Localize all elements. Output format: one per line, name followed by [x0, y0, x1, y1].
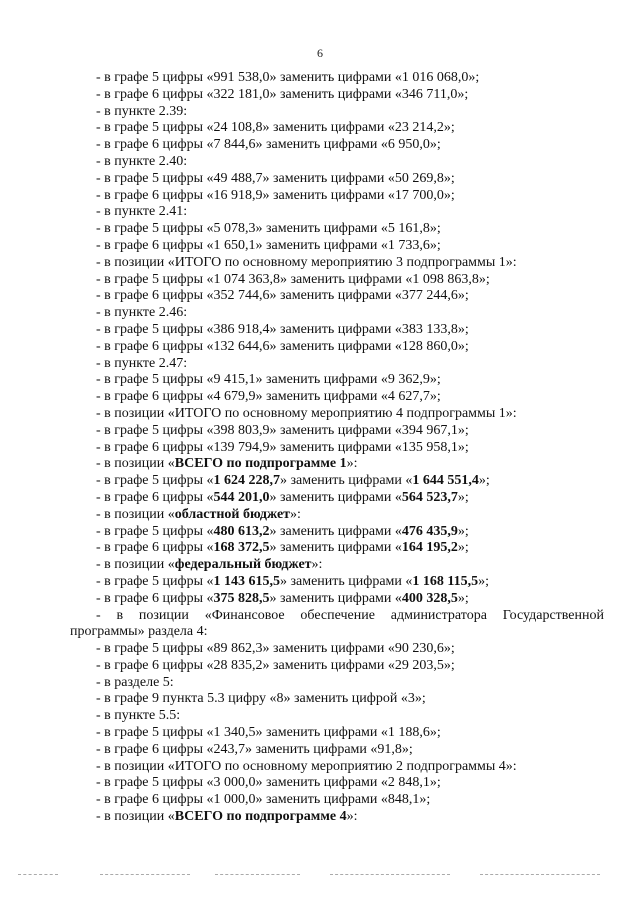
- text-line: [0, 524, 640, 541]
- bold-text: 400 328,5: [401, 590, 458, 606]
- text-run: »;: [457, 540, 469, 556]
- text-run: - в графе 5 цифры «: [96, 573, 214, 589]
- text-run: - в графе 6 цифры «: [96, 540, 214, 556]
- text-run: - в позиции «: [96, 557, 175, 573]
- text-line: [0, 440, 640, 457]
- text-run: »:: [346, 809, 358, 825]
- document-body: [0, 70, 640, 826]
- text-line: [0, 154, 640, 171]
- text-line: [0, 742, 640, 759]
- text-line: [0, 171, 640, 188]
- text-run: - в пункте 2.39:: [96, 103, 188, 119]
- text-run: - в графе 6 цифры «7 844,6» заменить цифрами «6 950,0»;: [96, 137, 441, 153]
- text-run: - в графе 6 цифры «: [96, 489, 214, 505]
- text-run: - в графе 5 цифры «1 074 363,8» заменить цифрами «1 098 863,8»;: [96, 271, 490, 287]
- text-run: »;: [478, 473, 490, 489]
- text-line: [0, 641, 640, 658]
- text-run: - в пункте 5.5:: [96, 708, 181, 724]
- text-line: [0, 608, 640, 625]
- bold-text: федеральный бюджет: [174, 557, 312, 573]
- text-run: - в графе 5 цифры «398 803,9» заменить цифрами «394 967,1»;: [96, 422, 469, 438]
- bold-text: 1 168 115,5: [412, 573, 479, 589]
- page-number: 6: [317, 46, 323, 60]
- text-run: » заменить цифрами «: [269, 590, 402, 606]
- bold-text: 480 613,2: [213, 523, 270, 539]
- text-run: - в графе 6 цифры «: [96, 590, 214, 606]
- text-run: »;: [457, 523, 469, 539]
- text-line: [0, 490, 640, 507]
- text-line: [0, 759, 640, 776]
- bold-text: 1 624 228,7: [213, 473, 280, 489]
- text-line: [0, 188, 640, 205]
- text-run: - в графе 6 цифры «28 835,2» заменить цифрами «29 203,5»;: [96, 657, 455, 673]
- text-line: [0, 272, 640, 289]
- text-run: - в позиции «ИТОГО по основному мероприятию 4 подпрограммы 1»:: [96, 405, 517, 421]
- text-run: - в графе 6 цифры «352 744,6» заменить цифрами «377 244,6»;: [96, 288, 469, 304]
- bold-text: ВСЕГО по подпрограмме 4: [174, 809, 347, 825]
- text-run: »;: [457, 489, 469, 505]
- text-line: [0, 725, 640, 742]
- text-line: [0, 708, 640, 725]
- text-run: - в графе 6 цифры «139 794,9» заменить цифрами «135 958,1»;: [96, 439, 469, 455]
- text-run: »:: [290, 506, 301, 522]
- text-run: - в графе 6 цифры «4 679,9» заменить цифрами «4 627,7»;: [96, 389, 441, 405]
- text-run: »;: [478, 573, 490, 589]
- text-line: [0, 691, 640, 708]
- text-line: [0, 339, 640, 356]
- text-run: - в графе 6 цифры «132 644,6» заменить цифрами «128 860,0»;: [96, 338, 469, 354]
- text-line: [0, 288, 640, 305]
- text-line: [0, 137, 640, 154]
- text-line: [0, 624, 640, 641]
- text-line: [0, 87, 640, 104]
- text-line: [0, 775, 640, 792]
- bold-text: ВСЕГО по подпрограмме 1: [174, 456, 347, 472]
- text-run: »;: [457, 590, 469, 606]
- text-run: - в позиции «: [96, 456, 175, 472]
- text-line: [0, 423, 640, 440]
- bold-text: 1 143 615,5: [213, 573, 280, 589]
- text-run: » заменить цифрами «: [279, 473, 413, 489]
- text-run: - в графе 5 цифры «991 538,0» заменить цифрами «1 016 068,0»;: [96, 70, 480, 85]
- text-line: [0, 255, 640, 272]
- text-line: [0, 372, 640, 389]
- bold-text: 564 523,7: [401, 489, 458, 505]
- text-line: [0, 221, 640, 238]
- text-run: - в пункте 2.41:: [96, 204, 188, 220]
- text-line: [0, 406, 640, 423]
- text-run: »:: [346, 456, 358, 472]
- text-run: - в графе 5 цифры «386 918,4» заменить цифрами «383 133,8»;: [96, 321, 469, 337]
- text-run: » заменить цифрами «: [269, 540, 402, 556]
- text-run: - в графе 6 цифры «1 650,1» заменить цифрами «1 733,6»;: [96, 237, 441, 253]
- text-line: [0, 104, 640, 121]
- text-run: программы» раздела 4:: [70, 624, 208, 640]
- text-run: - в позиции «: [96, 809, 175, 825]
- text-line: [0, 792, 640, 809]
- text-run: - в графе 5 цифры «9 415,1» заменить цифрами «9 362,9»;: [96, 372, 441, 388]
- bold-text: областной бюджет: [174, 506, 291, 522]
- text-run: - в графе 9 пункта 5.3 цифру «8» заменить цифрой «3»;: [96, 691, 426, 707]
- bold-text: 164 195,2: [401, 540, 458, 556]
- text-run: »:: [311, 557, 323, 573]
- text-run: - в графе 6 цифры «1 000,0» заменить цифрами «848,1»;: [96, 792, 431, 808]
- text-run: - в позиции «ИТОГО по основному мероприятию 3 подпрограммы 1»:: [96, 254, 517, 270]
- text-line: [0, 356, 640, 373]
- bold-text: 168 372,5: [213, 540, 270, 556]
- bold-text: 476 435,9: [401, 523, 458, 539]
- text-run: - в позиции «ИТОГО по основному мероприятию 2 подпрограммы 4»:: [96, 758, 517, 774]
- text-run: - в графе 6 цифры «322 181,0» заменить цифрами «346 711,0»;: [96, 86, 469, 102]
- text-run: - в графе 5 цифры «: [96, 473, 214, 489]
- text-run: - в позиции «: [96, 506, 175, 522]
- text-line: [0, 473, 640, 490]
- text-run: - в графе 5 цифры «49 488,7» заменить цифрами «50 269,8»;: [96, 170, 455, 186]
- scan-artifact-marks: [0, 874, 640, 880]
- bold-text: 544 201,0: [213, 489, 270, 505]
- text-run: » заменить цифрами «: [279, 573, 413, 589]
- text-line: [0, 238, 640, 255]
- text-line: [0, 70, 640, 87]
- text-line: [0, 809, 640, 826]
- text-line: [0, 557, 640, 574]
- text-line: [0, 389, 640, 406]
- text-run: - в пункте 2.47:: [96, 355, 188, 371]
- text-run: - в графе 5 цифры «24 108,8» заменить цифрами «23 214,2»;: [96, 120, 455, 136]
- text-run: - в графе 6 цифры «243,7» заменить цифрами «91,8»;: [96, 741, 413, 757]
- text-run: - в пункте 2.40:: [96, 153, 188, 169]
- text-line: [0, 120, 640, 137]
- text-line: [0, 574, 640, 591]
- text-line: [0, 322, 640, 339]
- text-run: - в пункте 2.46:: [96, 305, 188, 321]
- text-line: [0, 591, 640, 608]
- text-run: - в разделе 5:: [96, 674, 174, 690]
- text-line: [0, 540, 640, 557]
- bold-text: 375 828,5: [213, 590, 270, 606]
- text-run: » заменить цифрами «: [269, 523, 402, 539]
- text-line: [0, 658, 640, 675]
- text-run: - в графе 5 цифры «: [96, 523, 214, 539]
- text-line: [0, 305, 640, 322]
- text-run: - в позиции «Финансовое обеспечение администратора Государственной: [96, 607, 604, 623]
- text-run: - в графе 5 цифры «3 000,0» заменить цифрами «2 848,1»;: [96, 775, 441, 791]
- text-run: » заменить цифрами «: [269, 489, 402, 505]
- text-run: - в графе 6 цифры «16 918,9» заменить цифрами «17 700,0»;: [96, 187, 455, 203]
- text-line: [0, 507, 640, 524]
- text-run: - в графе 5 цифры «1 340,5» заменить цифрами «1 188,6»;: [96, 725, 441, 741]
- bold-text: 1 644 551,4: [412, 473, 479, 489]
- text-line: [0, 675, 640, 692]
- text-run: - в графе 5 цифры «89 862,3» заменить цифрами «90 230,6»;: [96, 641, 455, 657]
- text-line: [0, 456, 640, 473]
- text-line: [0, 204, 640, 221]
- text-run: - в графе 5 цифры «5 078,3» заменить цифрами «5 161,8»;: [96, 221, 441, 237]
